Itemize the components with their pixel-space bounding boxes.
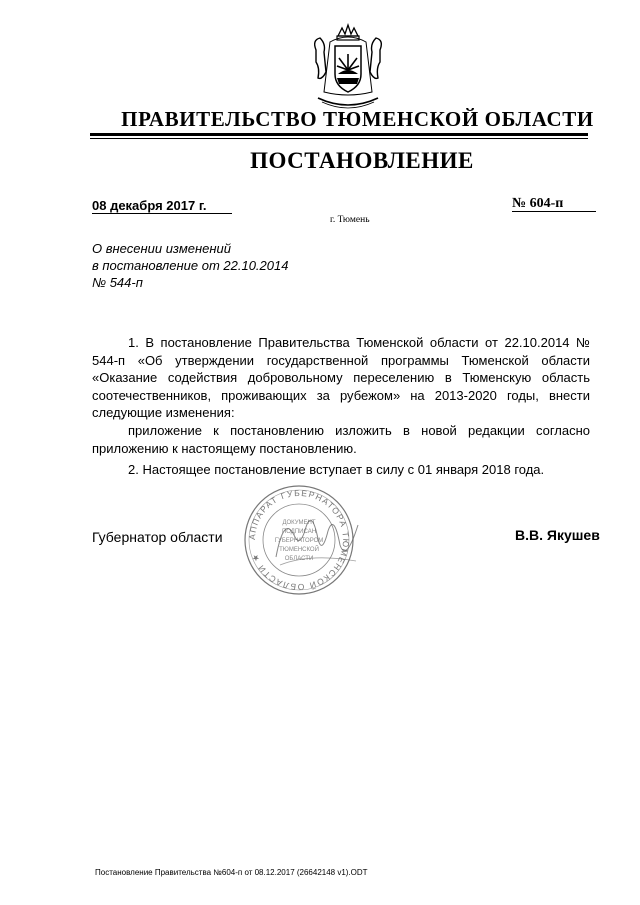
svg-text:ГУБЕРНАТОРОМ: ГУБЕРНАТОРОМ: [274, 538, 324, 544]
header-rule-thick: [90, 133, 588, 136]
svg-text:ОБЛАСТИ: ОБЛАСТИ: [284, 556, 314, 562]
svg-text:АППАРАТ ГУБЕРНАТОРА ТЮМЕНСКОЙ: АППАРАТ ГУБЕРНАТОРА ТЮМЕНСКОЙ ОБЛАСТИ ★: [246, 487, 352, 593]
document-date: 08 декабря 2017 г.: [92, 198, 207, 213]
body-paragraph-2: 2. Настоящее постановление вступает в силу с 01 января 2018 года.: [128, 462, 545, 477]
document-subject: [92, 240, 288, 291]
subject-line: в постановление от 22.10.2014: [92, 258, 289, 273]
document-footer: Постановление Правительства №604-п от 08.12.2017 (26642148 v1).ODT: [95, 868, 368, 877]
coat-of-arms-icon: [308, 22, 388, 112]
document-city: г. Тюмень: [330, 215, 370, 225]
svg-text:ПОДПИСАН: ПОДПИСАН: [281, 529, 317, 535]
svg-text:ДОКУМЕНТ: ДОКУМЕНТ: [282, 520, 316, 526]
date-underline: [92, 213, 232, 214]
handwritten-signature: [270, 505, 365, 575]
document-type-title: ПОСТАНОВЛЕНИЕ: [250, 148, 474, 173]
subject-line: О внесении изменений: [92, 241, 231, 256]
body-paragraph-1: 1. В постановление Правительства Тюменской области от 22.10.2014 № 544-п «Об утверждении государственной программы Тюменской области «Оказание содействия добровольному переселению в Тюменскую область соотечественников, проживающих за рубежом» на 2013-2020 годы, внести следующие изменения:: [92, 335, 590, 420]
organization-title: ПРАВИТЕЛЬСТВО ТЮМЕНСКОЙ ОБЛАСТИ: [121, 107, 594, 131]
body-paragraph-1-continued: приложение к постановлению изложить в новой редакции согласно приложению к настоящему постановлению.: [92, 423, 590, 456]
number-underline: [512, 211, 596, 212]
document-number: № 604-п: [512, 196, 564, 211]
svg-text:ТЮМЕНСКОЙ: ТЮМЕНСКОЙ: [279, 547, 319, 553]
subject-line: № 544-п: [92, 275, 143, 290]
signer-name: В.В. Якушев: [515, 527, 600, 543]
signer-title: Губернатор области: [92, 529, 223, 545]
header-rule-thin: [90, 138, 588, 139]
